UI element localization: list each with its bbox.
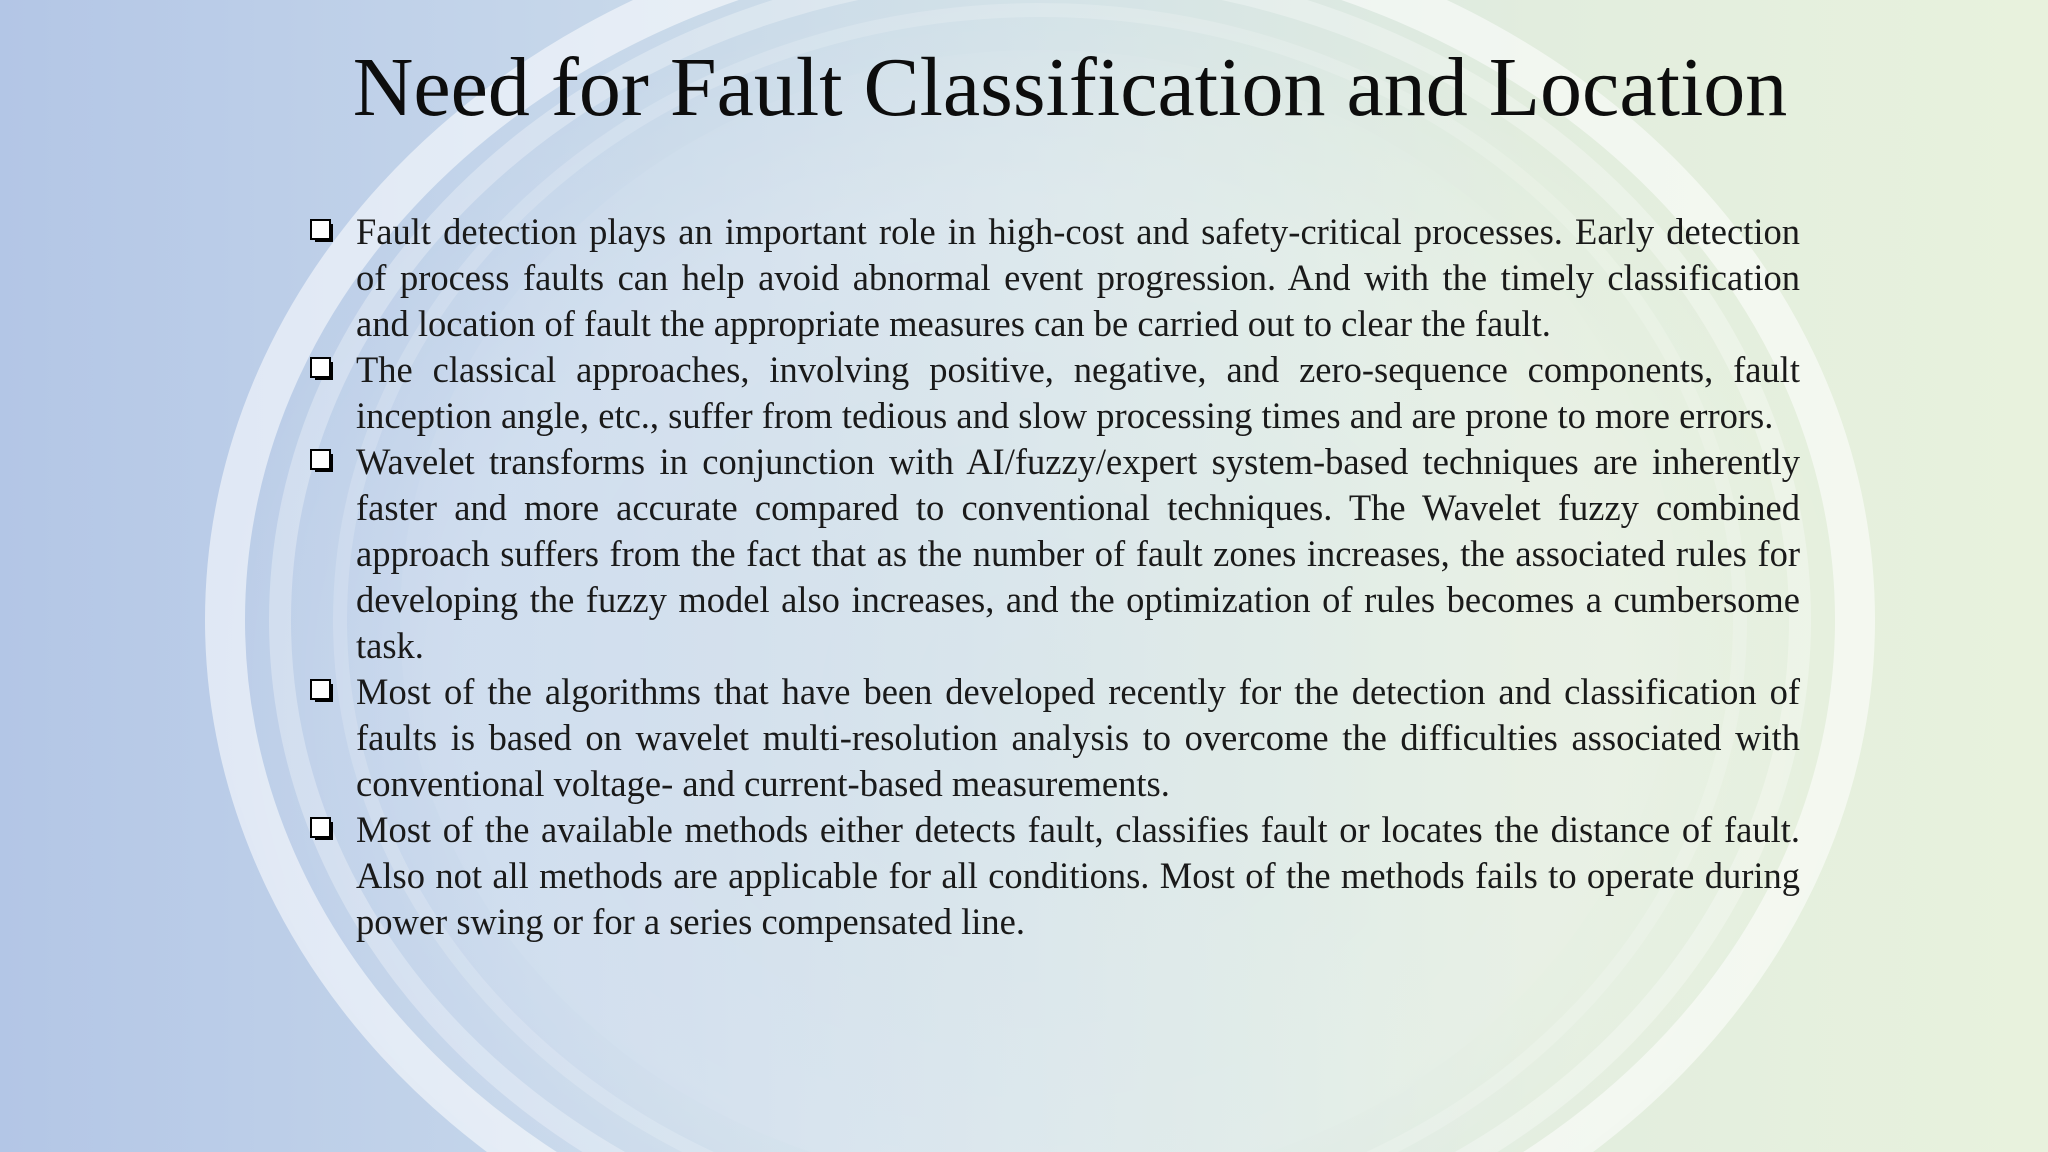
bullet-item <box>308 807 1800 945</box>
checkbox-icon <box>310 449 334 473</box>
bullet-text: The classical approaches, involving positive, negative, and zero-sequence components, fault inception angle, etc., suffer from tedious and slow processing times and are prone to more errors. <box>356 349 1800 436</box>
checkbox-icon <box>310 357 334 381</box>
checkbox-icon <box>310 679 334 703</box>
bullet-item <box>308 347 1800 439</box>
bullet-item <box>308 439 1800 669</box>
bullet-text: Wavelet transforms in conjunction with AI/fuzzy/expert system-based techniques are inherently faster and more accurate compared to conventional techniques. The Wavelet fuzzy combined approach suffers from the fact that as the number of fault zones increases, the associated rules for developing the fuzzy model also increases, and the optimization of rules becomes a cumbersome task. <box>356 441 1800 666</box>
bullet-list <box>308 209 1800 945</box>
bullet-item <box>308 669 1800 807</box>
bullet-text: Fault detection plays an important role in high-cost and safety-critical processes. Early detection of process faults can help avoid abnormal event progression. And with the timely classification and location of fault the appropriate measures can be carried out to clear the fault. <box>356 211 1800 344</box>
checkbox-icon <box>310 817 334 841</box>
slide-title: Need for Fault Classification and Location <box>352 41 1788 134</box>
bullet-text: Most of the available methods either detects fault, classifies fault or locates the distance of fault. Also not all methods are applicable for all conditions. Most of the methods fails to operate during power swing or for a series compensated line. <box>356 809 1800 942</box>
checkbox-icon <box>310 219 334 243</box>
bullet-item <box>308 209 1800 347</box>
bullet-text: Most of the algorithms that have been developed recently for the detection and classification of faults is based on wavelet multi-resolution analysis to overcome the difficulties associated with conventional voltage- and current-based measurements. <box>356 671 1800 804</box>
